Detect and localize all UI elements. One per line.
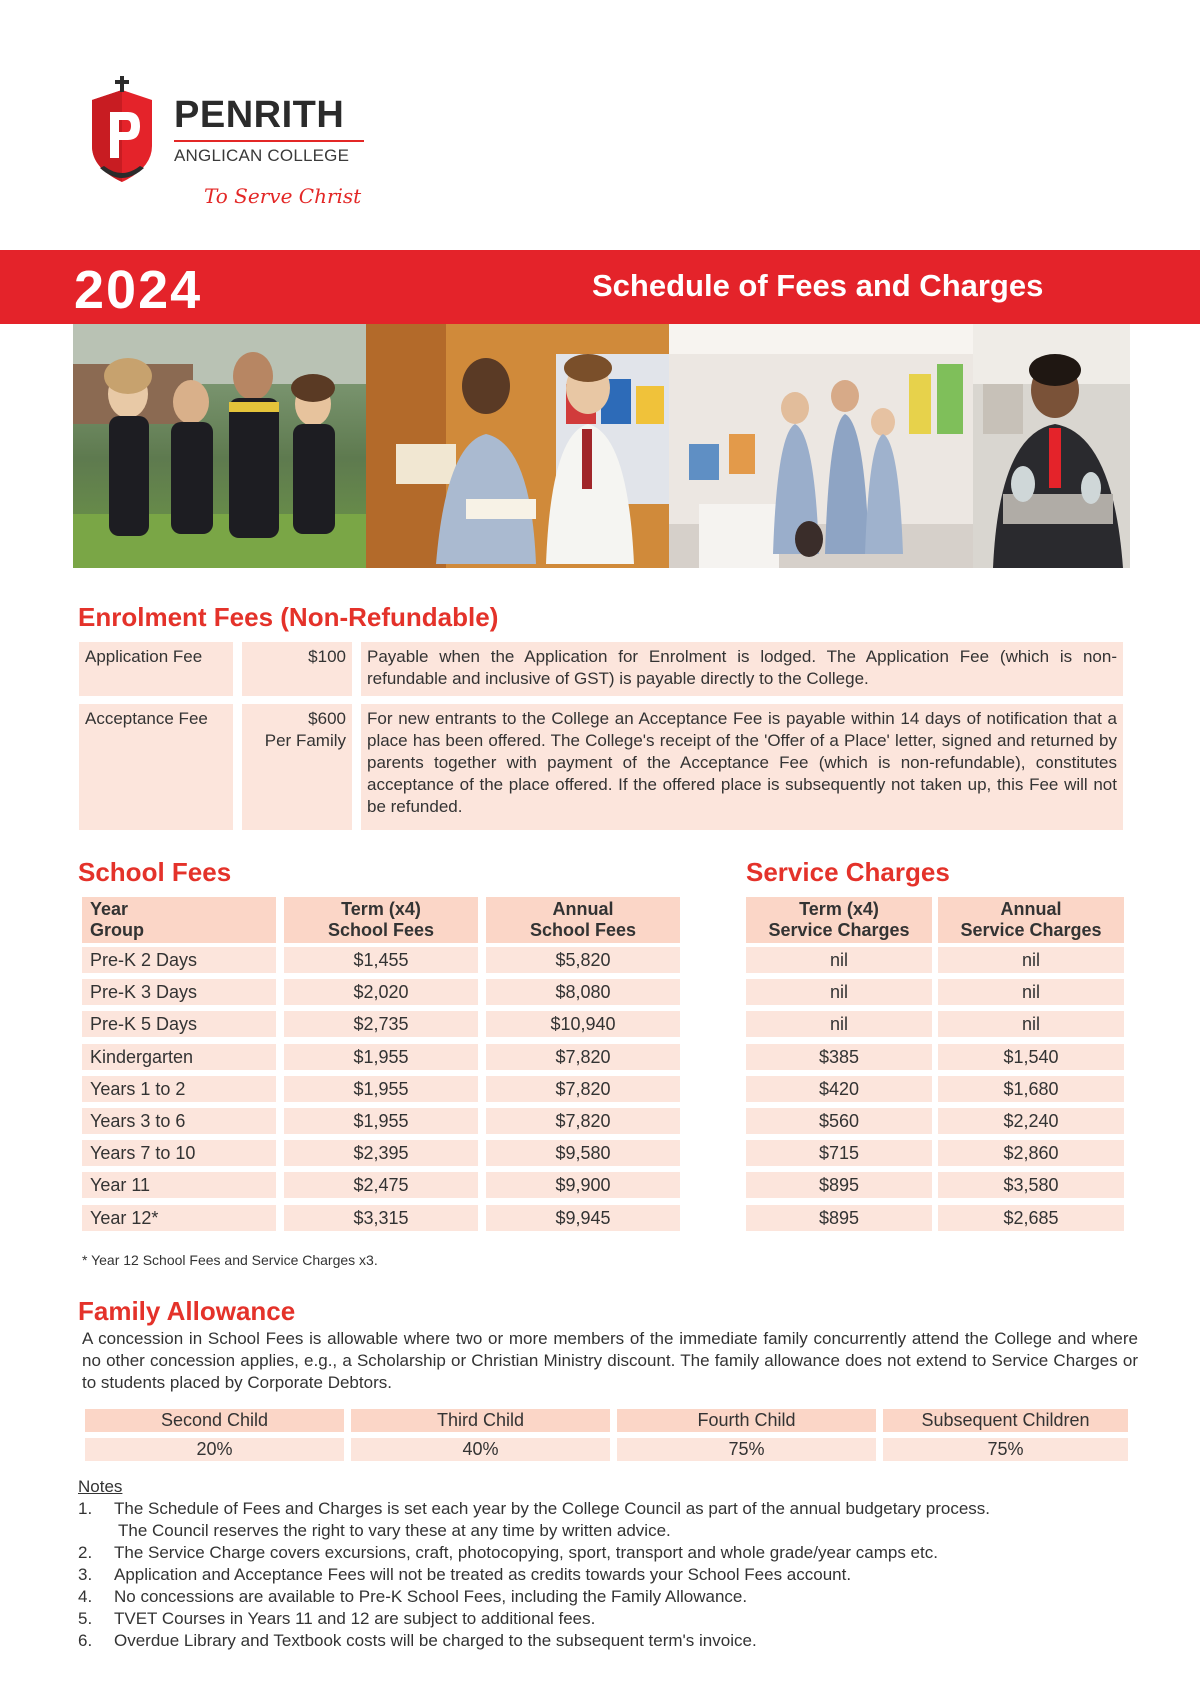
school-fees-year-cell: Pre-K 2 Days [82,947,276,973]
college-logo [86,76,376,206]
fa-header-fourth: Fourth Child [617,1409,876,1432]
note-body [114,1564,851,1586]
service-term-cell: $895 [746,1205,932,1231]
service-annual-cell: nil [938,947,1124,973]
header-line: Service Charges [960,920,1102,940]
acceptance-fee-name: Acceptance Fee [79,704,233,830]
fa-value-subsequent: 75% [883,1438,1128,1461]
service-term-cell: $385 [746,1044,932,1070]
service-charges-heading: Service Charges [746,857,950,887]
fa-value-fourth: 75% [617,1438,876,1461]
school-fees-header-year [82,897,276,943]
note-item [78,1564,1138,1586]
header-line: Term (x4) [799,899,879,919]
header-line: School Fees [327,920,435,940]
family-allowance-text: A concession in School Fees is allowable where two or more members of the immediate family concurrently attend the College and where no other concession applies, e.g., a Scholarship or Christian Ministry discount. The family allowance does not extend to Service Charges or to students placed by Corporate Debtors. [82,1329,1138,1392]
school-fees-year-cell: Years 7 to 10 [82,1140,276,1166]
header-line: Annual [552,899,614,919]
fa-value-third: 40% [351,1438,610,1461]
school-fees-term-cell: $2,020 [284,979,478,1005]
fa-value-second: 20% [85,1438,344,1461]
note-text: Application and Acceptance Fees will not be treated as credits towards your School Fees account. [114,1565,852,1584]
logo-subtitle: ANGLICAN COLLEGE [174,146,350,165]
note-number: 1. [78,1499,93,1518]
school-fees-term-cell: $1,955 [284,1044,478,1070]
family-allowance-heading: Family Allowance [78,1296,296,1326]
note-text: No concessions are available to Pre-K School Fees, including the Family Allowance. [114,1587,748,1606]
year12-footnote: * Year 12 School Fees and Service Charges x3. [82,1252,378,1268]
acceptance-fee-note: Per Family [264,731,346,750]
service-annual-cell: nil [938,979,1124,1005]
banner-title: Schedule of Fees and Charges [592,268,1044,303]
service-annual-cell: $1,680 [938,1076,1124,1102]
school-fees-term-cell: $2,735 [284,1011,478,1037]
application-fee-value: $100 [308,647,346,666]
enrolment-heading: Enrolment Fees (Non-Refundable) [78,602,499,632]
title-banner [0,250,1200,324]
note-item [78,1630,1138,1652]
school-fees-term-cell: $1,455 [284,947,478,973]
header-line: Group [90,920,144,940]
photo-science-student [973,324,1130,568]
school-fees-header-annual [486,897,680,943]
school-fees-annual-cell: $9,580 [486,1140,680,1166]
service-header-annual [938,897,1124,943]
banner-year: 2024 [74,260,203,320]
school-fees-term-cell: $1,955 [284,1108,478,1134]
school-fees-year-cell: Years 3 to 6 [82,1108,276,1134]
service-annual-cell: $2,685 [938,1205,1124,1231]
header-line: Term (x4) [341,899,421,919]
school-fees-annual-cell: $7,820 [486,1076,680,1102]
school-fees-annual-cell: $8,080 [486,979,680,1005]
school-fees-annual-cell: $7,820 [486,1044,680,1070]
note-item [78,1542,1138,1564]
school-fees-heading: School Fees [78,857,232,887]
school-fees-annual-cell: $9,900 [486,1172,680,1198]
note-number: 2. [78,1543,93,1562]
application-fee-description: Payable when the Application for Enrolment is lodged. The Application Fee (which is non-refundable and inclusive of GST) is payable directly to the College. [361,642,1123,696]
note-number: 4. [78,1587,93,1606]
note-item [78,1608,1138,1630]
school-fees-year-cell: Year 12* [82,1205,276,1231]
photo-primary-students [73,324,366,568]
service-annual-cell: nil [938,1011,1124,1037]
school-fees-year-cell: Year 11 [82,1172,276,1198]
application-fee-name: Application Fee [79,642,233,696]
fa-header-subsequent: Subsequent Children [883,1409,1128,1432]
note-number: 3. [78,1565,93,1584]
header-line: Year [90,899,129,919]
school-fees-term-cell: $3,315 [284,1205,478,1231]
note-text: The Service Charge covers excursions, craft, photocopying, sport, transport and whole grade/year camps etc. [114,1543,938,1562]
note-body [114,1586,747,1608]
acceptance-fee-description: For new entrants to the College an Acceptance Fee is payable within 14 days of notification that a place has been offered. The College's receipt of the 'Offer of a Place' letter, signed and returned by parents together with payment of the Acceptance Fee (which is non-refundable), constitutes acceptance of the place offered. If the offered place is subsequently not taken up, this Fee will not be refunded. [361,704,1123,830]
service-annual-cell: $3,580 [938,1172,1124,1198]
note-body [114,1630,757,1652]
fa-header-second: Second Child [85,1409,344,1432]
service-term-cell: $420 [746,1076,932,1102]
note-text: The Schedule of Fees and Charges is set each year by the College Council as part of the annual budgetary process. [114,1499,991,1518]
acceptance-fee-value: $600 [308,709,346,728]
note-body [114,1498,990,1542]
acceptance-fee-amount [242,704,352,830]
school-fees-year-cell: Pre-K 5 Days [82,1011,276,1037]
school-fees-year-cell: Kindergarten [82,1044,276,1070]
school-fees-annual-cell: $5,820 [486,947,680,973]
header-line: Annual [1000,899,1062,919]
photo-strip [73,324,1130,568]
logo-name: PENRITH [174,94,345,136]
service-annual-cell: $2,860 [938,1140,1124,1166]
service-annual-cell: $1,540 [938,1044,1124,1070]
header-line: Service Charges [768,920,910,940]
school-fees-year-cell: Pre-K 3 Days [82,979,276,1005]
photo-art-gallery [669,324,973,568]
note-item [78,1498,1138,1542]
school-fees-annual-cell: $10,940 [486,1011,680,1037]
header-line: School Fees [529,920,637,940]
note-body [114,1542,938,1564]
note-text-continued: The Council reserves the right to vary these at any time by written advice. [118,1521,671,1540]
logo-divider [174,140,364,142]
service-term-cell: $895 [746,1172,932,1198]
school-fees-annual-cell: $7,820 [486,1108,680,1134]
school-fees-term-cell: $1,955 [284,1076,478,1102]
school-fees-header-term [284,897,478,943]
school-fees-term-cell: $2,475 [284,1172,478,1198]
service-header-term [746,897,932,943]
school-fees-term-cell: $2,395 [284,1140,478,1166]
notes-title: Notes [78,1477,123,1496]
note-item [78,1586,1138,1608]
school-fees-annual-cell: $9,945 [486,1205,680,1231]
shield-crest-icon [86,76,158,184]
note-number: 6. [78,1631,93,1650]
note-number: 5. [78,1609,93,1628]
service-term-cell: $560 [746,1108,932,1134]
photo-reading-students [366,324,669,568]
service-term-cell: $715 [746,1140,932,1166]
note-body [114,1608,595,1630]
note-text: Overdue Library and Textbook costs will be charged to the subsequent term's invoice. [114,1631,757,1650]
service-annual-cell: $2,240 [938,1108,1124,1134]
notes-section [78,1476,1138,1652]
application-fee-amount [242,642,352,696]
school-fees-year-cell: Years 1 to 2 [82,1076,276,1102]
logo-motto: To Serve Christ [204,184,362,208]
service-term-cell: nil [746,1011,932,1037]
fa-header-third: Third Child [351,1409,610,1432]
note-text: TVET Courses in Years 11 and 12 are subject to additional fees. [114,1609,596,1628]
service-term-cell: nil [746,979,932,1005]
notes-list [78,1498,1138,1652]
service-term-cell: nil [746,947,932,973]
